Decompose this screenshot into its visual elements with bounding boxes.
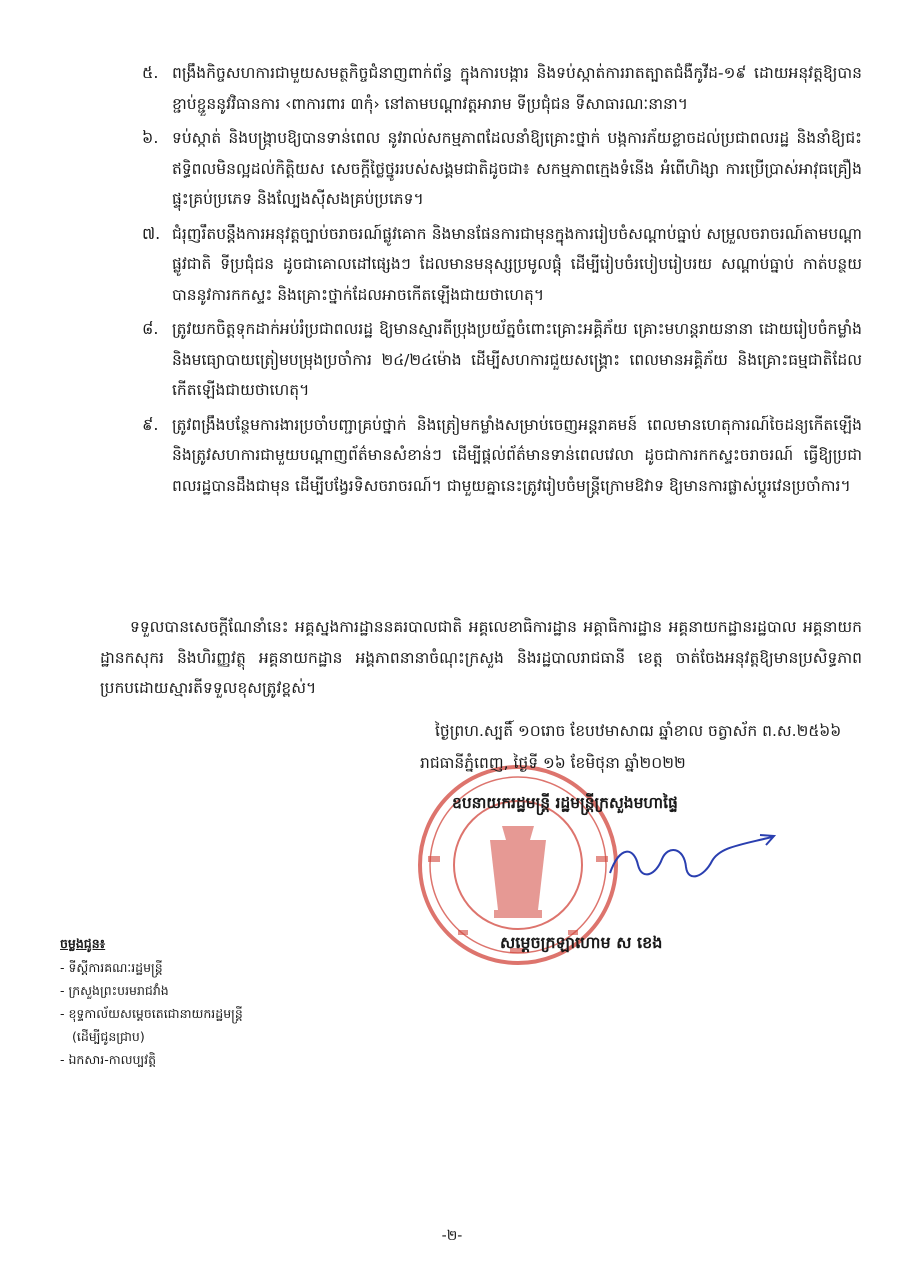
item-number: ៧. [142, 223, 161, 243]
cc-item: - ក្រសួងព្រះបរមរាជវាំង [60, 983, 169, 998]
item-text: ពង្រឹងកិច្ចសហការជាមួយសមត្ថកិច្ចជំនាញពាក់ព័ន្ធ ក្នុងការបង្ការ និងទប់ស្កាត់ការរាតត្បាតជំងឺកូវីដ-១៩ ដោយអនុវត្តឱ្យបានខ្ជាប់ខ្ជួននូវវិធានការ ‹ពាការពារ ៣កុំ› នៅតាមបណ្តាវត្តអារាម ទីប្រជុំជន ទីសាធារណៈនានា។ [172, 64, 862, 113]
cc-title: ចម្លងជូន៖ [60, 936, 106, 951]
cc-list [60, 934, 360, 1073]
item-number: ៥. [142, 63, 159, 82]
item-number: ៨. [142, 319, 159, 338]
cc-item: - ទីស្តីការគណៈរដ្ឋមន្ត្រី [60, 960, 163, 975]
signer-title: ឧបនាយករដ្ឋមន្ត្រី រដ្ឋមន្ត្រីក្រសួងមហាផ្ទៃ [452, 794, 678, 812]
gregorian-date: រាជធានីភ្នំពេញ, ថ្ងៃទី ១៦ ខែមិថុនា ឆ្នាំ២០២២ [420, 754, 686, 772]
cc-item-note: (ដើម្បីជូនជ្រាប) [72, 1029, 145, 1044]
lunar-date: ថ្ងៃព្រហ.ស្បតិ៍ ១០រោច ខែបឋមាសាឍ ឆ្នាំខាល ចត្វាស័ក ព.ស.២៥៦៦ [435, 722, 842, 740]
item-text: ត្រូវពង្រឹងបន្ថែមការងារប្រចាំបញ្ជាគ្រប់ថ្នាក់ និងត្រៀមកម្លាំងសម្រាប់ចេញអន្តរាគមន៍ ពេលមានហេតុការណ៍ចៃដន្យកើតឡើង និងត្រូវសហការជាមួយបណ្តាញព័ត៌មានសំខាន់ៗ ដើម្បីផ្តល់ព័ត៌មានទាន់ពេលវេលា ដូចជាការកកស្ទះចរាចរណ៍ ធ្វើឱ្យប្រជាពលរដ្ឋបានដឹងជាមុន ដើម្បីបង្វែរទិសចរាចរណ៍។ ជាមួយគ្នានេះត្រូវរៀបចំមន្ត្រីក្រោមឱវាទ ឱ្យមានការផ្លាស់ប្តូរវេនប្រចាំការ។ [172, 415, 862, 495]
seal-emblem [490, 826, 546, 918]
item-text: ជំរុញរឹតបន្តឹងការអនុវត្តច្បាប់ចរាចរណ៍ផ្លូវគោក និងមានផែនការជាមុនក្នុងការរៀបចំសណ្តាប់ធ្នាប់ សម្រួលចរាចរណ៍តាមបណ្តាផ្លូវជាតិ ទីប្រជុំជន ដូចជាគោលដៅផ្សេងៗ ដែលមានមនុស្សប្រមូលផ្តុំ ដើម្បីរៀបចំរបៀបរៀបរយ សណ្តាប់ធ្នាប់ កាត់បន្ថយបាននូវការកកស្ទះ និងគ្រោះថ្នាក់ដែលអាចកើតឡើងជាយថាហេតុ។ [172, 224, 862, 304]
list-item [142, 58, 862, 119]
item-text: ត្រូវយកចិត្តទុកដាក់អប់រំប្រជាពលរដ្ឋ ឱ្យមានស្មារតីប្រុងប្រយ័ត្នចំពោះគ្រោះអគ្គិភ័យ គ្រោះមហន្តរាយនានា ដោយរៀបចំកម្លាំង និងមធ្យោបាយត្រៀមបម្រុងប្រចាំការ ២៤/២៤ម៉ោង ដើម្បីសហការជួយសង្គ្រោះ ពេលមានអគ្គិភ័យ និងគ្រោះធម្មជាតិដែលកើតឡើងជាយថាហេតុ។ [172, 320, 862, 399]
signer-name: សម្តេចក្រឡាហោម ស ខេង [500, 933, 663, 952]
page-number: -២- [441, 1228, 463, 1244]
closing-paragraph: ទទួលបានសេចក្តីណែនាំនេះ អគ្គស្នងការដ្ឋាននគរបាលជាតិ អគ្គលេខាធិការដ្ឋាន អគ្គាធិការដ្ឋាន អគ្គនាយកដ្ឋានរដ្ឋបាល អគ្គនាយកដ្ឋានកសុករ និងហិរញ្ញវត្ថុ អគ្គនាយកដ្ឋាន អង្គភាពនានាចំណុះក្រសួង និងរដ្ឋបាលរាជធានី ខេត្ត ចាត់ចែងអនុវត្តឱ្យមានប្រសិទ្ធភាពប្រកបដោយស្មារតីទទួលខុសត្រូវខ្ពស់។ [100, 618, 862, 697]
list-item [142, 410, 862, 502]
numbered-list [142, 58, 862, 505]
list-item [142, 219, 862, 311]
list-item [142, 123, 862, 215]
list-item [142, 314, 862, 406]
item-text: ទប់ស្កាត់ និងបង្ក្រាបឱ្យបានទាន់ពេល នូវរាល់សកម្មភាពដែលនាំឱ្យគ្រោះថ្នាក់ បង្កការភ័យខ្លាចដល់ប្រជាពលរដ្ឋ និងនាំឱ្យជះឥទ្ធិពលមិនល្អដល់កិត្តិយស សេចក្តីថ្លៃថ្នូររបស់សង្គមជាតិដូចជា៖ សកម្មភាពក្មេងទំនើង អំពើហិង្សា ការប្រើប្រាស់អាវុធគ្រឿងផ្ទុះគ្រប់ប្រភេទ និងល្បែងស៊ីសងគ្រប់ប្រភេទ។ [172, 129, 862, 208]
item-number: ៦. [142, 128, 159, 147]
item-number: ៩. [142, 414, 159, 434]
cc-item: - ខុទ្ទកាល័យសម្តេចតេជោនាយករដ្ឋមន្ត្រី [60, 1006, 243, 1021]
handwritten-signature [600, 825, 780, 895]
cc-item: - ឯកសារ-កាលប្បវត្តិ [60, 1052, 157, 1067]
